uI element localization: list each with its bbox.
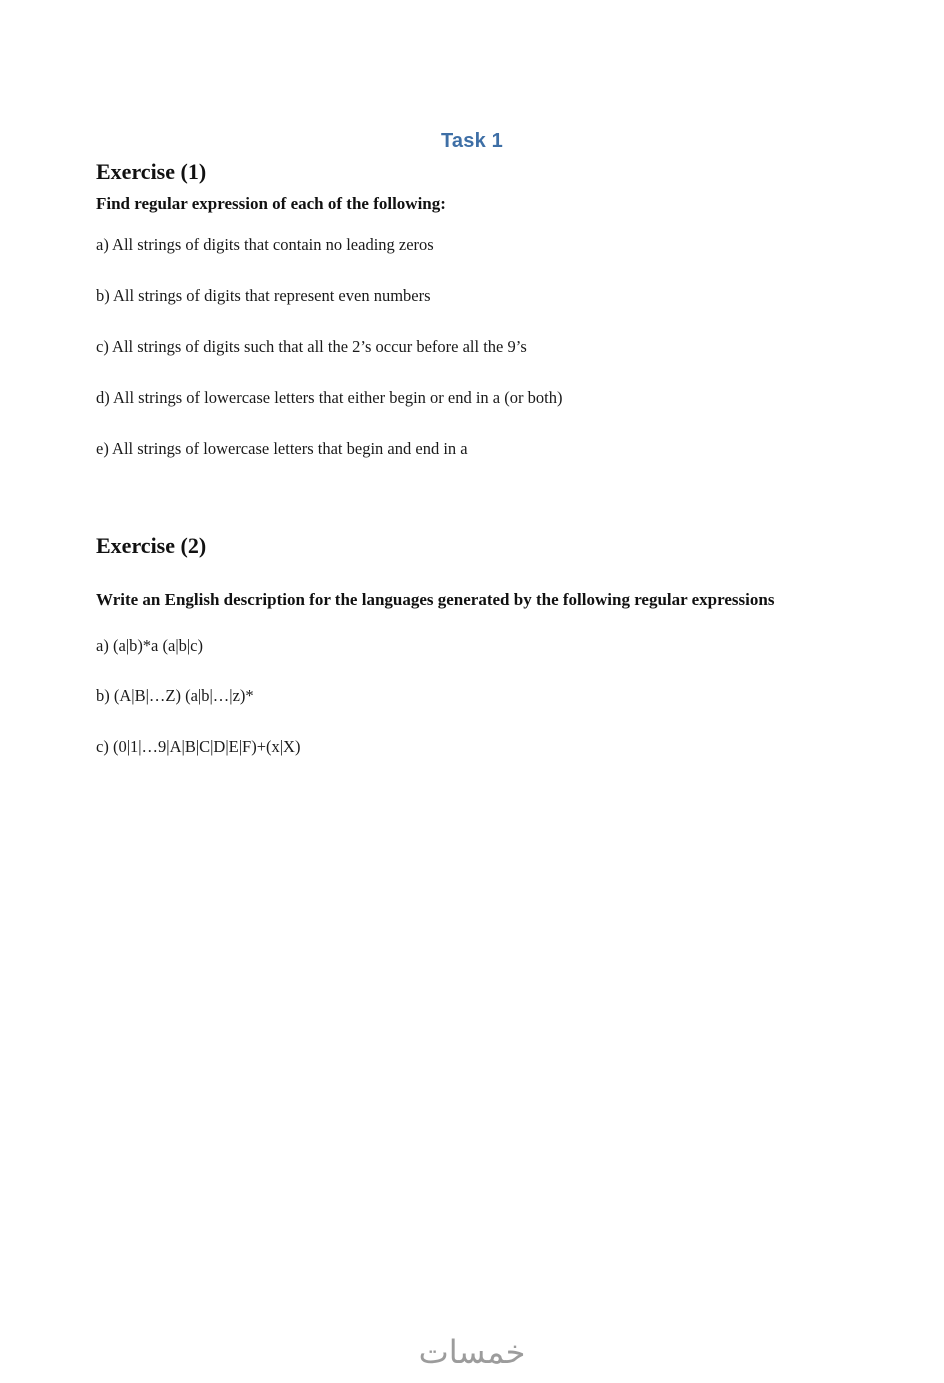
- exercise-1-item-e: e) All strings of lowercase letters that begin and end in a: [96, 438, 468, 458]
- exercise-2-heading: Exercise (2): [96, 533, 207, 559]
- exercise-1-item-a: a) All strings of digits that contain no leading zeros: [96, 235, 434, 255]
- exercise-1-prompt: Find regular expression of each of the following:: [96, 194, 446, 213]
- exercise-2-prompt: Write an English description for the languages generated by the following regular expressions: [96, 590, 775, 610]
- section-divider-space: [96, 489, 848, 533]
- watermark-logo: خمسات: [418, 1333, 526, 1371]
- exercise-2-item-a: a) (a|b)*a (a|b|c): [96, 635, 204, 655]
- exercise-1-item-c: c) All strings of digits such that all the 2’s occur before all the 9’s: [96, 336, 527, 356]
- exercise-1-heading: Exercise (1): [96, 159, 207, 184]
- page-title: Task 1: [441, 130, 503, 152]
- exercise-1-item-b: b) All strings of digits that represent even numbers: [96, 286, 431, 306]
- exercise-1-item-d: d) All strings of lowercase letters that either begin or end in a (or both): [96, 387, 563, 407]
- exercise-2-item-c: c) (0|1|…9|A|B|C|D|E|F)+(x|X): [96, 737, 301, 757]
- exercise-2-item-b: b) (A|B|…Z) (a|b|…|z)*: [96, 686, 254, 706]
